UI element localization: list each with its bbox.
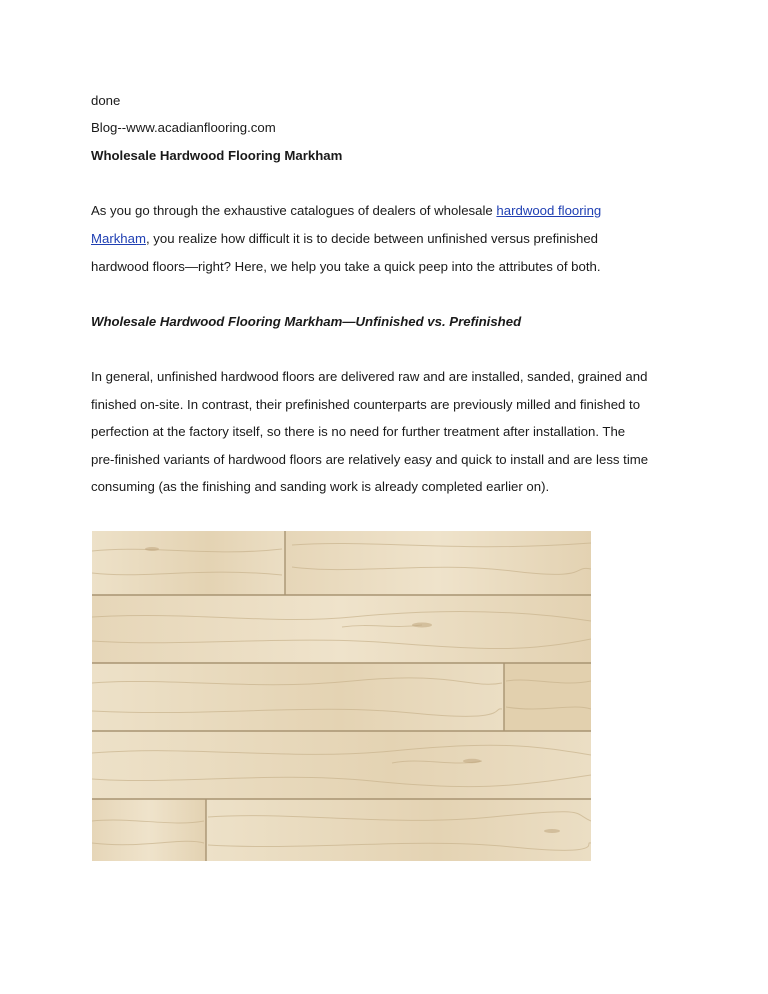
hardwood-flooring-link[interactable]: hardwood flooring <box>496 203 602 218</box>
body-line-4: pre-finished variants of hardwood floors are relatively easy and quick to install and are less time <box>91 452 649 467</box>
intro-line-2 <box>91 231 598 247</box>
body-line-5: consuming (as the finishing and sanding work is already completed earlier on). <box>91 479 550 494</box>
section-heading: Wholesale Hardwood Flooring Markham—Unfinished vs. Prefinished <box>91 314 522 329</box>
body-line-1: In general, unfinished hardwood floors are delivered raw and are installed, sanded, grained and <box>91 369 648 384</box>
status-text: done <box>91 93 121 108</box>
markham-link[interactable]: Markham <box>91 231 146 246</box>
document-title: Wholesale Hardwood Flooring Markham <box>91 148 343 163</box>
body-line-3: perfection at the factory itself, so there is no need for further treatment after installation. The <box>91 424 626 439</box>
intro-line-3: hardwood floors—right? Here, we help you take a quick peep into the attributes of both. <box>91 259 601 274</box>
intro-line-1 <box>91 203 601 219</box>
body-line-2: finished on-site. In contrast, their prefinished counterparts are previously milled and finished to <box>91 397 641 412</box>
hardwood-floor-photo <box>92 531 591 861</box>
blog-url: Blog--www.acadianflooring.com <box>91 120 276 135</box>
intro-text-1: As you go through the exhaustive catalogues of dealers of wholesale <box>91 203 497 218</box>
intro-text-2: , you realize how difficult it is to decide between unfinished versus prefinished <box>145 231 599 246</box>
